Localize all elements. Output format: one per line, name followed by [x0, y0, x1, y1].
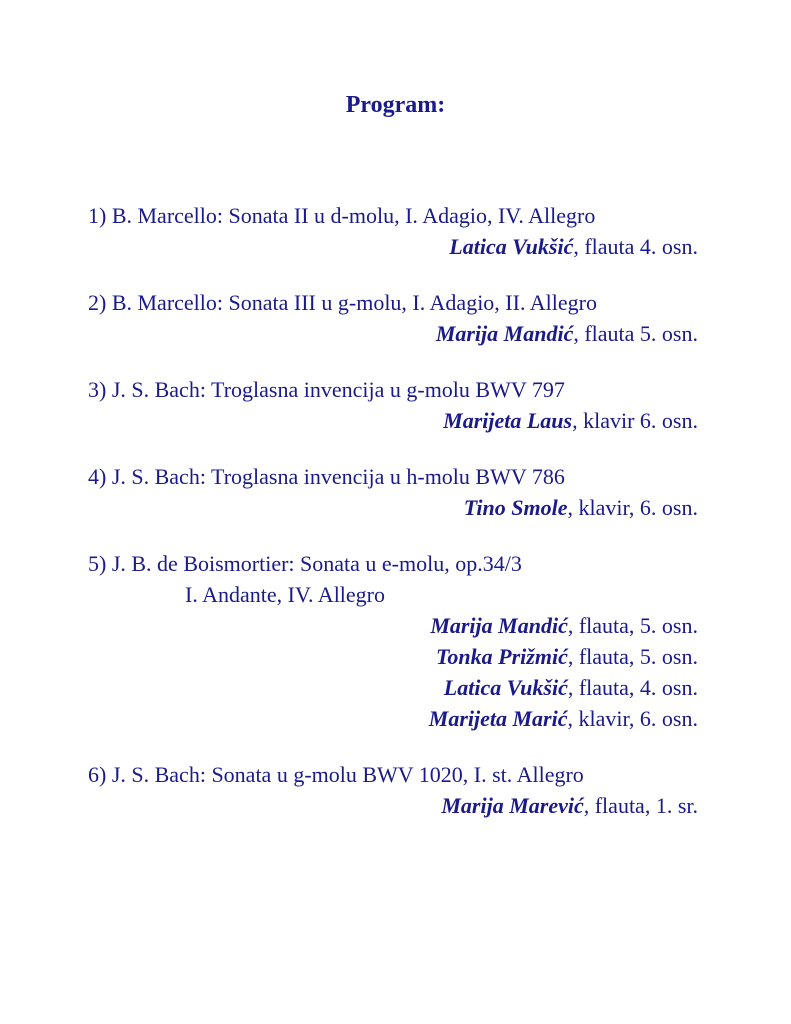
performer-line [88, 492, 698, 523]
piece-title: 3) J. S. Bach: Troglasna invencija u g-molu BWV 797 [88, 377, 565, 402]
performer-name: Marija Mandić [435, 321, 574, 346]
performer-detail: , flauta, 1. sr. [583, 793, 698, 818]
program-item-6 [88, 759, 698, 821]
performer-name: Tonka Prižmić [436, 644, 568, 669]
performer-line [88, 405, 698, 436]
movement-line: I. Andante, IV. Allegro [185, 582, 386, 607]
performer-line [88, 610, 698, 641]
performer-line [88, 231, 698, 262]
performer-line [88, 641, 698, 672]
program-item-1 [88, 200, 698, 262]
piece-title: 6) J. S. Bach: Sonata u g-molu BWV 1020, I. st. Allegro [88, 762, 584, 787]
performer-line [88, 318, 698, 349]
program-item-3 [88, 374, 698, 436]
page-title: Program: [345, 92, 446, 118]
program-list [88, 200, 698, 846]
performer-name: Marija Mandić [430, 613, 568, 638]
piece-title: 5) J. B. de Boismortier: Sonata u e-molu, op.34/3 [88, 551, 522, 576]
performer-detail: , flauta 5. osn. [573, 321, 698, 346]
performer-detail: , klavir, 6. osn. [567, 706, 698, 731]
performer-detail: , flauta, 4. osn. [567, 675, 698, 700]
performer-name: Marijeta Laus [443, 408, 573, 433]
piece-title: 1) B. Marcello: Sonata II u d-molu, I. Adagio, IV. Allegro [88, 203, 596, 228]
performer-detail: , klavir, 6. osn. [567, 495, 698, 520]
performer-name: Marijeta Marić [428, 706, 568, 731]
performer-name: Latica Vukšić [449, 234, 574, 259]
performer-name: Marija Marević [441, 793, 584, 818]
performer-name: Latica Vukšić [443, 675, 568, 700]
performer-detail: , klavir 6. osn. [572, 408, 698, 433]
performer-line [88, 790, 698, 821]
program-item-5 [88, 548, 698, 734]
piece-title: 2) B. Marcello: Sonata III u g-molu, I. Adagio, II. Allegro [88, 290, 597, 315]
performer-detail: , flauta, 5. osn. [567, 644, 698, 669]
performer-name: Tino Smole [463, 495, 568, 520]
performer-line [88, 703, 698, 734]
performer-detail: , flauta 4. osn. [573, 234, 698, 259]
program-item-4 [88, 461, 698, 523]
program-item-2 [88, 287, 698, 349]
performer-detail: , flauta, 5. osn. [567, 613, 698, 638]
piece-title: 4) J. S. Bach: Troglasna invencija u h-molu BWV 786 [88, 464, 565, 489]
performer-line [88, 672, 698, 703]
